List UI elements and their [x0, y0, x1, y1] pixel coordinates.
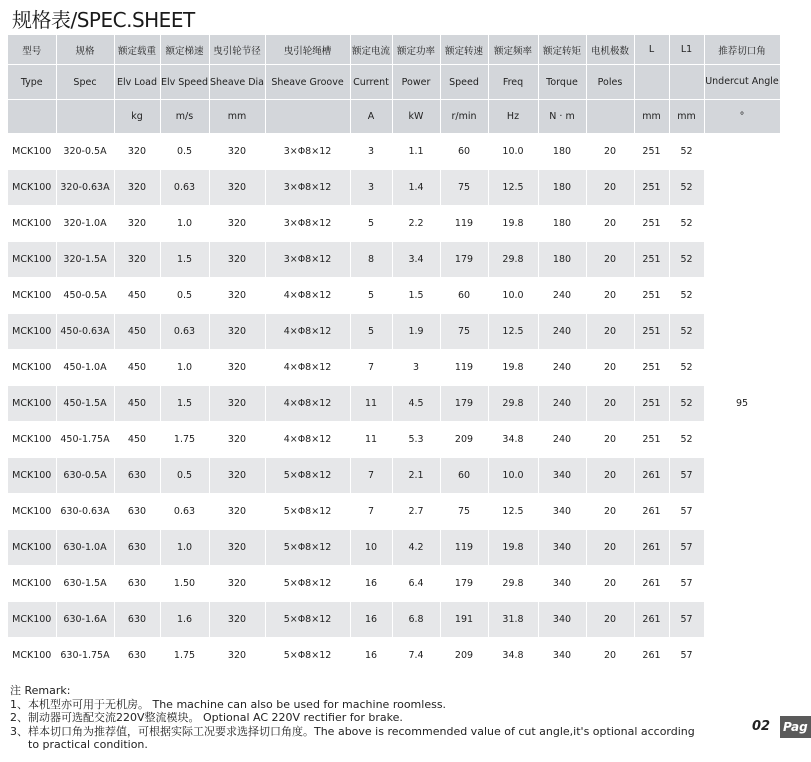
header-cn-cell: 额定功率: [392, 35, 440, 65]
table-cell: 180: [538, 242, 586, 278]
table-cell: 20: [586, 278, 634, 314]
table-cell: 240: [538, 278, 586, 314]
table-cell: 630: [114, 638, 160, 674]
table-cell: 1.4: [392, 170, 440, 206]
table-cell: 0.63: [160, 494, 209, 530]
table-cell: 1.0: [160, 206, 209, 242]
table-cell: 251: [634, 170, 669, 206]
table-cell: 251: [634, 242, 669, 278]
table-row: [8, 242, 780, 278]
table-cell: 340: [538, 530, 586, 566]
table-cell: 209: [440, 422, 488, 458]
table-cell: 20: [586, 458, 634, 494]
table-cell: 251: [634, 350, 669, 386]
table-cell: 52: [669, 278, 704, 314]
table-cell: 52: [669, 134, 704, 170]
table-cell: 320: [209, 242, 265, 278]
table-cell: 10.0: [488, 134, 538, 170]
table-cell: 16: [350, 602, 392, 638]
table-cell: 12.5: [488, 494, 538, 530]
table-cell: 20: [586, 242, 634, 278]
table-cell: 320: [209, 602, 265, 638]
table-cell: 340: [538, 494, 586, 530]
table-cell: 450: [114, 350, 160, 386]
table-cell: 630-1.0A: [56, 530, 114, 566]
table-cell: 20: [586, 206, 634, 242]
header-en-cell: Power: [392, 65, 440, 100]
table-cell: 12.5: [488, 314, 538, 350]
table-cell: 20: [586, 350, 634, 386]
table-cell: MCK100: [8, 170, 56, 206]
header-unit-cell: A: [350, 100, 392, 134]
remark-item: 3、样本切口角为推荐值，可根据实际工况要求选择切口角度。The above is recommended value of cut angle,it's optional according: [10, 724, 695, 738]
table-cell: 7.4: [392, 638, 440, 674]
spec-table: [8, 35, 781, 674]
table-cell: 320: [209, 314, 265, 350]
header-unit-cell: mm: [669, 100, 704, 134]
header-en-cell: Current: [350, 65, 392, 100]
table-cell: 209: [440, 638, 488, 674]
table-cell: 52: [669, 350, 704, 386]
table-cell: 251: [634, 386, 669, 422]
table-cell: 340: [538, 566, 586, 602]
table-cell: MCK100: [8, 566, 56, 602]
header-en-cell: Spec: [56, 65, 114, 100]
table-cell: 7: [350, 458, 392, 494]
undercut-angle-cell: 95: [704, 134, 780, 674]
table-cell: 11: [350, 386, 392, 422]
header-cn-cell: 曳引轮绳槽: [265, 35, 350, 65]
table-row: [8, 206, 780, 242]
table-cell: 20: [586, 386, 634, 422]
table-cell: 12.5: [488, 170, 538, 206]
table-cell: 450-1.75A: [56, 422, 114, 458]
header-cn-cell: 电机极数: [586, 35, 634, 65]
table-cell: 320: [209, 350, 265, 386]
table-cell: 240: [538, 422, 586, 458]
table-cell: 630-0.5A: [56, 458, 114, 494]
table-row: [8, 386, 780, 422]
table-cell: 320: [114, 206, 160, 242]
table-cell: 179: [440, 566, 488, 602]
table-cell: 60: [440, 278, 488, 314]
table-cell: 75: [440, 494, 488, 530]
table-cell: 4×Φ8×12: [265, 278, 350, 314]
header-unit-cell: r/min: [440, 100, 488, 134]
table-cell: 0.5: [160, 278, 209, 314]
table-cell: 119: [440, 530, 488, 566]
table-cell: 630-1.5A: [56, 566, 114, 602]
table-cell: 320: [209, 206, 265, 242]
table-cell: 450-1.5A: [56, 386, 114, 422]
table-cell: 4.2: [392, 530, 440, 566]
table-cell: 251: [634, 314, 669, 350]
remarks-heading: 注 Remark:: [10, 684, 71, 697]
table-cell: 31.8: [488, 602, 538, 638]
table-cell: 261: [634, 530, 669, 566]
table-cell: 450: [114, 386, 160, 422]
table-cell: 57: [669, 602, 704, 638]
table-cell: MCK100: [8, 134, 56, 170]
table-cell: 340: [538, 458, 586, 494]
table-cell: 8: [350, 242, 392, 278]
table-cell: 52: [669, 386, 704, 422]
table-cell: 320-0.63A: [56, 170, 114, 206]
table-cell: MCK100: [8, 206, 56, 242]
table-row: [8, 494, 780, 530]
table-cell: 20: [586, 566, 634, 602]
table-cell: 19.8: [488, 206, 538, 242]
table-cell: 630-1.6A: [56, 602, 114, 638]
table-cell: 261: [634, 602, 669, 638]
remark-item: 1、本机型亦可用于无机房。 The machine can also be used for machine roomless.: [10, 697, 447, 711]
table-cell: 320: [209, 638, 265, 674]
table-cell: 3×Φ8×12: [265, 206, 350, 242]
table-cell: 20: [586, 422, 634, 458]
table-cell: 0.63: [160, 170, 209, 206]
table-cell: 450-1.0A: [56, 350, 114, 386]
table-cell: 450-0.5A: [56, 278, 114, 314]
table-cell: MCK100: [8, 386, 56, 422]
table-cell: MCK100: [8, 638, 56, 674]
table-cell: 5×Φ8×12: [265, 494, 350, 530]
table-cell: 2.2: [392, 206, 440, 242]
table-cell: 0.5: [160, 458, 209, 494]
page-number: 02: [752, 719, 771, 734]
table-cell: 52: [669, 206, 704, 242]
header-unit-cell: [56, 100, 114, 134]
table-cell: MCK100: [8, 422, 56, 458]
table-cell: 320: [114, 134, 160, 170]
table-cell: 630-1.75A: [56, 638, 114, 674]
table-cell: 320: [209, 458, 265, 494]
table-cell: 340: [538, 602, 586, 638]
table-row: [8, 602, 780, 638]
table-cell: 7: [350, 494, 392, 530]
table-cell: 3.4: [392, 242, 440, 278]
table-cell: 4×Φ8×12: [265, 314, 350, 350]
table-cell: 29.8: [488, 566, 538, 602]
table-cell: MCK100: [8, 314, 56, 350]
header-en-cell: Poles: [586, 65, 634, 100]
header-cn-cell: 额定梯速: [160, 35, 209, 65]
table-cell: 1.50: [160, 566, 209, 602]
table-cell: 52: [669, 242, 704, 278]
header-unit-cell: N · m: [538, 100, 586, 134]
table-cell: MCK100: [8, 494, 56, 530]
page-title: 规格表/SPEC.SHEET: [12, 8, 195, 32]
table-row: [8, 530, 780, 566]
table-cell: 251: [634, 134, 669, 170]
table-cell: 5: [350, 314, 392, 350]
table-cell: 119: [440, 350, 488, 386]
header-cn-cell: 额定转矩: [538, 35, 586, 65]
table-cell: 0.63: [160, 314, 209, 350]
table-cell: 240: [538, 386, 586, 422]
table-cell: 320: [209, 494, 265, 530]
remark-item-continuation: to practical condition.: [28, 738, 148, 751]
table-cell: 16: [350, 566, 392, 602]
table-row: [8, 458, 780, 494]
header-cn-cell: 额定电流: [350, 35, 392, 65]
header-row-cn: [8, 35, 780, 65]
header-en-cell: Sheave Dia: [209, 65, 265, 100]
table-cell: 320-0.5A: [56, 134, 114, 170]
header-en-cell: Undercut Angle: [704, 65, 780, 100]
table-cell: 20: [586, 530, 634, 566]
remarks: [10, 684, 740, 752]
table-row: [8, 134, 780, 170]
header-row-unit: [8, 100, 780, 134]
table-cell: 1.0: [160, 530, 209, 566]
table-cell: 1.0: [160, 350, 209, 386]
table-cell: MCK100: [8, 458, 56, 494]
table-cell: 1.1: [392, 134, 440, 170]
table-cell: MCK100: [8, 602, 56, 638]
table-cell: 2.7: [392, 494, 440, 530]
table-cell: 4×Φ8×12: [265, 386, 350, 422]
header-en-cell: [634, 65, 669, 100]
table-cell: 630: [114, 530, 160, 566]
header-en-cell: Sheave Groove: [265, 65, 350, 100]
table-cell: 57: [669, 530, 704, 566]
table-cell: 34.8: [488, 422, 538, 458]
table-cell: 19.8: [488, 530, 538, 566]
table-cell: 20: [586, 314, 634, 350]
header-en-cell: Type: [8, 65, 56, 100]
header-cn-cell: 型号: [8, 35, 56, 65]
table-cell: 320: [114, 170, 160, 206]
header-en-cell: Freq: [488, 65, 538, 100]
header-cn-cell: L1: [669, 35, 704, 65]
table-cell: 60: [440, 458, 488, 494]
table-cell: 5: [350, 278, 392, 314]
table-cell: 29.8: [488, 386, 538, 422]
table-cell: 6.8: [392, 602, 440, 638]
page-label-tab: Pag: [780, 716, 811, 738]
table-cell: 320: [209, 134, 265, 170]
table-cell: 1.75: [160, 638, 209, 674]
table-cell: 5×Φ8×12: [265, 458, 350, 494]
header-en-cell: Elv Speed: [160, 65, 209, 100]
table-cell: 34.8: [488, 638, 538, 674]
header-en-cell: Elv Load: [114, 65, 160, 100]
header-cn-cell: 额定转速: [440, 35, 488, 65]
header-cn-cell: L: [634, 35, 669, 65]
table-cell: 0.5: [160, 134, 209, 170]
table-cell: 630: [114, 602, 160, 638]
header-cn-cell: 规格: [56, 35, 114, 65]
table-cell: MCK100: [8, 278, 56, 314]
table-cell: MCK100: [8, 530, 56, 566]
table-row: [8, 566, 780, 602]
table-cell: 320: [114, 242, 160, 278]
table-cell: 5: [350, 206, 392, 242]
table-cell: 3: [350, 170, 392, 206]
table-cell: 450: [114, 314, 160, 350]
table-cell: 10: [350, 530, 392, 566]
table-cell: 261: [634, 494, 669, 530]
header-unit-cell: mm: [209, 100, 265, 134]
table-cell: 630: [114, 566, 160, 602]
table-cell: 180: [538, 134, 586, 170]
table-cell: 251: [634, 422, 669, 458]
table-cell: 630-0.63A: [56, 494, 114, 530]
table-cell: 180: [538, 206, 586, 242]
table-cell: 20: [586, 170, 634, 206]
table-cell: 320: [209, 566, 265, 602]
table-row: [8, 350, 780, 386]
table-cell: 3×Φ8×12: [265, 134, 350, 170]
table-cell: 5×Φ8×12: [265, 530, 350, 566]
table-cell: 4×Φ8×12: [265, 350, 350, 386]
table-cell: 20: [586, 494, 634, 530]
table-cell: 450: [114, 278, 160, 314]
header-unit-cell: mm: [634, 100, 669, 134]
table-cell: 3×Φ8×12: [265, 242, 350, 278]
table-cell: MCK100: [8, 350, 56, 386]
table-cell: 10.0: [488, 278, 538, 314]
table-cell: 180: [538, 170, 586, 206]
table-cell: 5×Φ8×12: [265, 638, 350, 674]
table-row: [8, 314, 780, 350]
header-cn-cell: 曳引轮节径: [209, 35, 265, 65]
table-cell: 3: [392, 350, 440, 386]
table-cell: 1.5: [160, 242, 209, 278]
header-cn-cell: 额定载重: [114, 35, 160, 65]
table-row: [8, 278, 780, 314]
table-cell: 251: [634, 278, 669, 314]
table-cell: 10.0: [488, 458, 538, 494]
table-cell: 320: [209, 386, 265, 422]
table-cell: 52: [669, 422, 704, 458]
table-cell: 75: [440, 314, 488, 350]
header-en-cell: Torque: [538, 65, 586, 100]
table-cell: 20: [586, 134, 634, 170]
header-unit-cell: Hz: [488, 100, 538, 134]
table-cell: 5×Φ8×12: [265, 566, 350, 602]
table-cell: 75: [440, 170, 488, 206]
table-cell: 240: [538, 350, 586, 386]
table-cell: 3×Φ8×12: [265, 170, 350, 206]
table-cell: 191: [440, 602, 488, 638]
table-cell: 320-1.0A: [56, 206, 114, 242]
table-cell: 52: [669, 314, 704, 350]
table-cell: 320: [209, 422, 265, 458]
table-cell: 7: [350, 350, 392, 386]
table-cell: 3: [350, 134, 392, 170]
table-cell: 57: [669, 566, 704, 602]
table-cell: 179: [440, 386, 488, 422]
table-cell: 1.9: [392, 314, 440, 350]
table-cell: 261: [634, 458, 669, 494]
remark-item: 2、制动器可选配交流220V整流模块。 Optional AC 220V rectifier for brake.: [10, 711, 403, 724]
table-cell: 1.6: [160, 602, 209, 638]
table-cell: 340: [538, 638, 586, 674]
table-cell: 16: [350, 638, 392, 674]
table-cell: 450-0.63A: [56, 314, 114, 350]
table-cell: 57: [669, 638, 704, 674]
header-unit-cell: kg: [114, 100, 160, 134]
table-cell: 261: [634, 566, 669, 602]
header-en-cell: [669, 65, 704, 100]
table-cell: 630: [114, 494, 160, 530]
header-cn-cell: 额定频率: [488, 35, 538, 65]
table-cell: 11: [350, 422, 392, 458]
table-cell: 20: [586, 602, 634, 638]
table-cell: 4×Φ8×12: [265, 422, 350, 458]
header-unit-cell: °: [704, 100, 780, 134]
header-unit-cell: kW: [392, 100, 440, 134]
table-row: [8, 170, 780, 206]
table-cell: 320: [209, 530, 265, 566]
table-cell: 57: [669, 458, 704, 494]
table-cell: 29.8: [488, 242, 538, 278]
header-cn-cell: 推荐切口角: [704, 35, 780, 65]
table-row: [8, 638, 780, 674]
table-cell: MCK100: [8, 242, 56, 278]
table-cell: 52: [669, 170, 704, 206]
table-cell: 630: [114, 458, 160, 494]
table-cell: 320-1.5A: [56, 242, 114, 278]
header-unit-cell: [8, 100, 56, 134]
table-cell: 19.8: [488, 350, 538, 386]
table-cell: 60: [440, 134, 488, 170]
table-cell: 240: [538, 314, 586, 350]
table-cell: 1.75: [160, 422, 209, 458]
header-unit-cell: [586, 100, 634, 134]
table-cell: 20: [586, 638, 634, 674]
table-cell: 320: [209, 278, 265, 314]
table-cell: 179: [440, 242, 488, 278]
table-cell: 57: [669, 494, 704, 530]
table-cell: 5×Φ8×12: [265, 602, 350, 638]
header-unit-cell: [265, 100, 350, 134]
table-cell: 4.5: [392, 386, 440, 422]
header-row-en: [8, 65, 780, 100]
table-cell: 119: [440, 206, 488, 242]
table-cell: 1.5: [392, 278, 440, 314]
table-cell: 251: [634, 206, 669, 242]
header-en-cell: Speed: [440, 65, 488, 100]
table-cell: 5.3: [392, 422, 440, 458]
table-cell: 2.1: [392, 458, 440, 494]
table-cell: 320: [209, 170, 265, 206]
table-cell: 261: [634, 638, 669, 674]
table-cell: 450: [114, 422, 160, 458]
table-cell: 1.5: [160, 386, 209, 422]
table-row: [8, 422, 780, 458]
table-cell: 6.4: [392, 566, 440, 602]
header-unit-cell: m/s: [160, 100, 209, 134]
